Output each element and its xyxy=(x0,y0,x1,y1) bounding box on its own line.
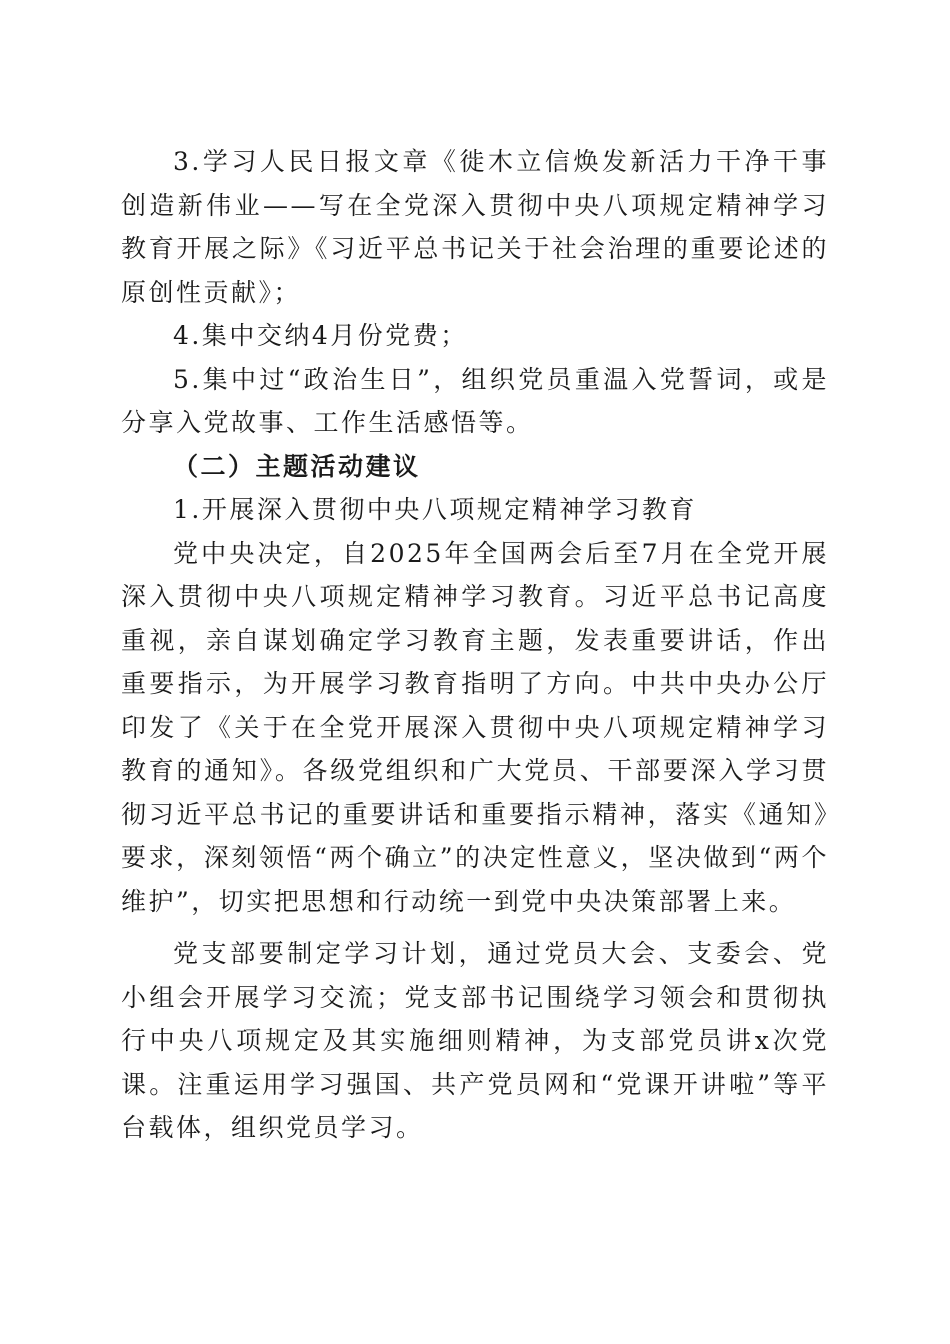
paragraph-item-5: 5.集中过“政治生日”，组织党员重温入党誓词，或是分享入党故事、工作生活感悟等。 xyxy=(121,364,829,437)
paragraph-item-4: 4.集中交纳4月份党费； xyxy=(173,321,468,350)
body-paragraph-branch-plan: 党支部要制定学习计划，通过党员大会、支委会、党小组会开展学习交流；党支部书记围绕学习领会和贯彻执行中央八项规定及其实施细则精神，为支部党员讲x次党课。注重运用学习强国、共产党员网和“党课开讲啦”等平台载体，组织党员学习。 xyxy=(121,939,829,1142)
document-body xyxy=(121,140,829,1150)
body-paragraph-central-decision: 党中央决定，自2025年全国两会后至7月在全党开展深入贯彻中央八项规定精神学习教育。习近平总书记高度重视，亲自谋划确定学习教育主题，发表重要讲话，作出重要指示，为开展学习教育指明了方向。中共中央办公厅印发了《关于在全党开展深入贯彻中央八项规定精神学习教育的通知》。各级党组织和广大党员、干部要深入学习贯彻习近平总书记的重要讲话和重要指示精神，落实《通知》要求，深刻领悟“两个确立”的决定性意义，坚决做到“两个维护”，切实把思想和行动统一到党中央决策部署上来。 xyxy=(121,538,829,916)
subsection-title: 1.开展深入贯彻中央八项规定精神学习教育 xyxy=(173,495,697,524)
section-heading: （二）主题活动建议 xyxy=(173,451,421,481)
paragraph-item-3: 3.学习人民日报文章《徙木立信焕发新活力干净干事创造新伟业——写在全党深入贯彻中央八项规定精神学习教育开展之际》《习近平总书记关于社会治理的重要论述的原创性贡献》； xyxy=(121,147,829,307)
